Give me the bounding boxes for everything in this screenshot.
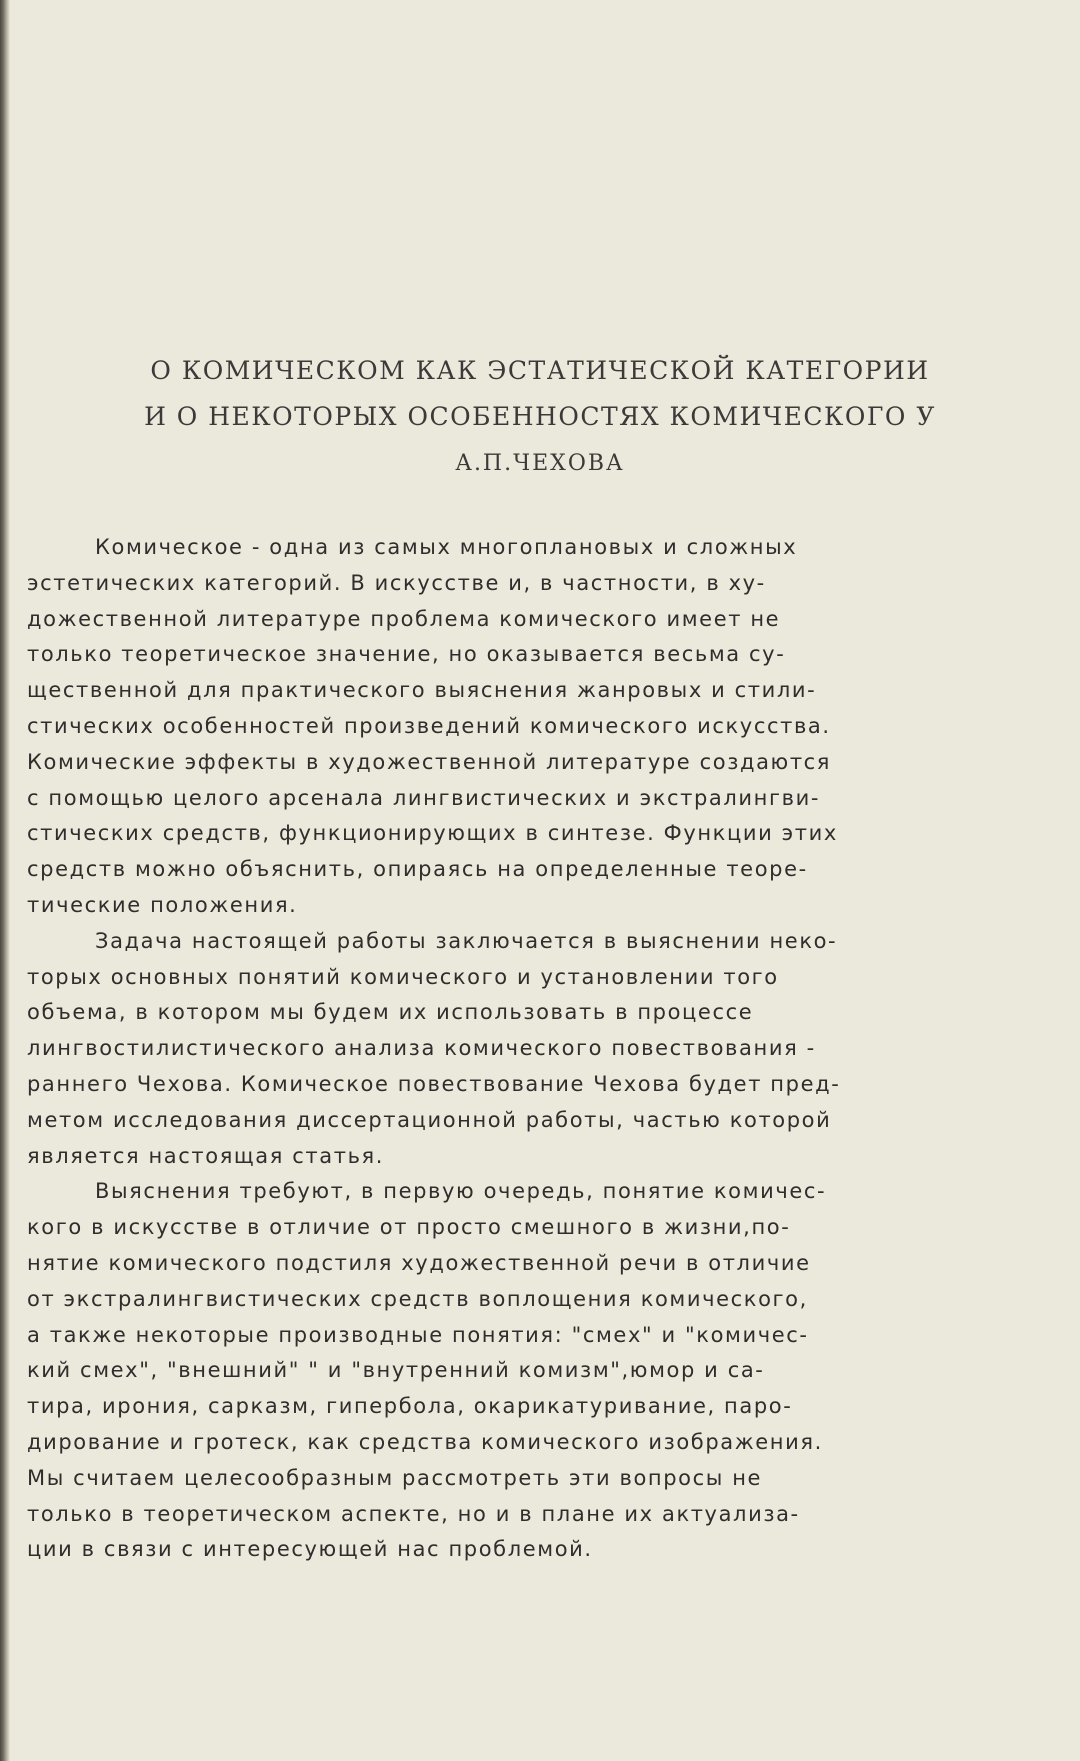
body-line: объема, в котором мы будем их использовать в процессе <box>27 1000 754 1025</box>
article-title-block <box>60 348 1020 484</box>
body-line: Комическое - одна из самых многоплановых и сложных <box>95 535 798 559</box>
title-line-1: О КОМИЧЕСКОМ КАК ЭСТАТИЧЕСКОЙ КАТЕГОРИИ <box>150 356 930 385</box>
body-line: Комические эффекты в художественной литературе создаются <box>27 749 832 774</box>
body-line: дожественной литературе проблема комического имеет не <box>27 606 781 631</box>
page-binding-edge <box>0 0 10 1761</box>
body-line: стических особенностей произведений комического искусства. <box>27 713 831 738</box>
body-line: щественной для практического выяснения жанровых и стили- <box>27 678 817 703</box>
body-line: кого в искусстве в отличие от просто смешного в жизни,по- <box>27 1215 791 1240</box>
body-line: лингвостилистического анализа комического повествования - <box>27 1036 816 1061</box>
body-line: эстетических категорий. В искусстве и, в частности, в ху- <box>27 570 766 595</box>
body-line: тира, ирония, сарказм, гипербола, окарикатуривание, паро- <box>27 1394 793 1419</box>
body-line: Выяснения требуют, в первую очередь, понятие комичес- <box>95 1179 827 1204</box>
body-line: Мы считаем целесообразным рассмотреть эти вопросы не <box>27 1465 763 1490</box>
body-line: раннего Чехова. Комическое повествование Чехова будет пред- <box>27 1071 841 1096</box>
title-line-2: И О НЕКОТОРЫХ ОСОБЕННОСТЯХ КОМИЧЕСКОГО У <box>144 402 936 431</box>
article-body <box>27 530 997 1568</box>
body-line: является настоящая статья. <box>27 1143 385 1168</box>
body-line: ции в связи с интересующей нас проблемой. <box>27 1537 593 1562</box>
body-line: от экстралингвистических средств воплощения комического, <box>27 1286 808 1311</box>
body-line: торых основных понятий комического и установлении того <box>27 964 779 989</box>
body-line: с помощью целого арсенала лингвистических и экстралингви- <box>27 785 821 810</box>
body-line: а также некоторые производные понятия: "смех" и "комичес- <box>27 1322 809 1347</box>
body-line: кий смех", "внешний" " и "внутренний комизм",юмор и са- <box>27 1358 765 1383</box>
body-line: средств можно объяснить, опираясь на определенные теоре- <box>27 857 808 882</box>
body-line: тические положения. <box>27 892 298 917</box>
body-line: дирование и гротеск, как средства комического изображения. <box>27 1429 823 1454</box>
body-line: только в теоретическом аспекте, но и в плане их актуализа- <box>27 1501 800 1526</box>
body-line: только теоретическое значение, но оказывается весьма су- <box>27 642 786 667</box>
body-line: Задача настоящей работы заключается в выяснении неко- <box>95 928 838 953</box>
title-author: А.П.ЧЕХОВА <box>455 451 625 476</box>
body-line: нятие комического подстиля художественной речи в отличие <box>27 1250 811 1275</box>
body-line: метом исследования диссертационной работы, частью которой <box>27 1107 832 1132</box>
body-line: стических средств, функционирующих в синтезе. Функции этих <box>27 821 838 846</box>
